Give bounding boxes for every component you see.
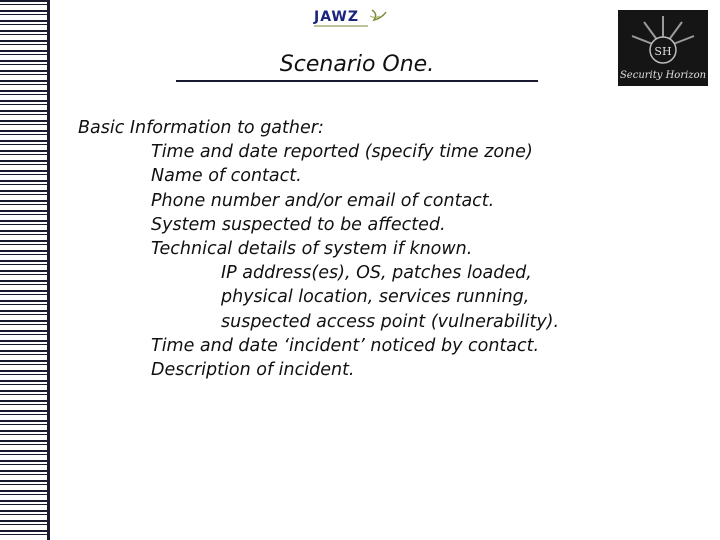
svg-text:JAWZ: JAWZ (314, 9, 360, 25)
slide-title: Scenario One. (279, 52, 435, 77)
decorative-side-stripes (0, 0, 50, 540)
title-underline (176, 80, 538, 82)
body-line-5: System suspected to be affected. (151, 214, 446, 235)
body-line-9: suspected access point (vulnerability). (221, 311, 560, 332)
body-line-8: physical location, services running, (221, 287, 530, 308)
body-line-4: Phone number and/or email of contact. (151, 190, 495, 211)
svg-text:Security Horizon: Security Horizon (619, 70, 707, 81)
security-horizon-logo (618, 10, 708, 86)
body-line-2: Time and date reported (specify time zone) (151, 142, 533, 163)
body-line-11: Description of incident. (151, 360, 355, 381)
body-line-3: Name of contact. (151, 166, 302, 187)
body-line-1: Basic Information to gather: (78, 118, 324, 138)
svg-text:SH: SH (654, 45, 672, 58)
jawz-logo (310, 4, 390, 30)
body-line-6: Technical details of system if known. (151, 239, 473, 260)
body-line-7: IP address(es), OS, patches loaded, (221, 263, 532, 284)
body-line-10: Time and date ‘incident’ noticed by contact. (151, 335, 540, 356)
slide-body (78, 116, 638, 382)
